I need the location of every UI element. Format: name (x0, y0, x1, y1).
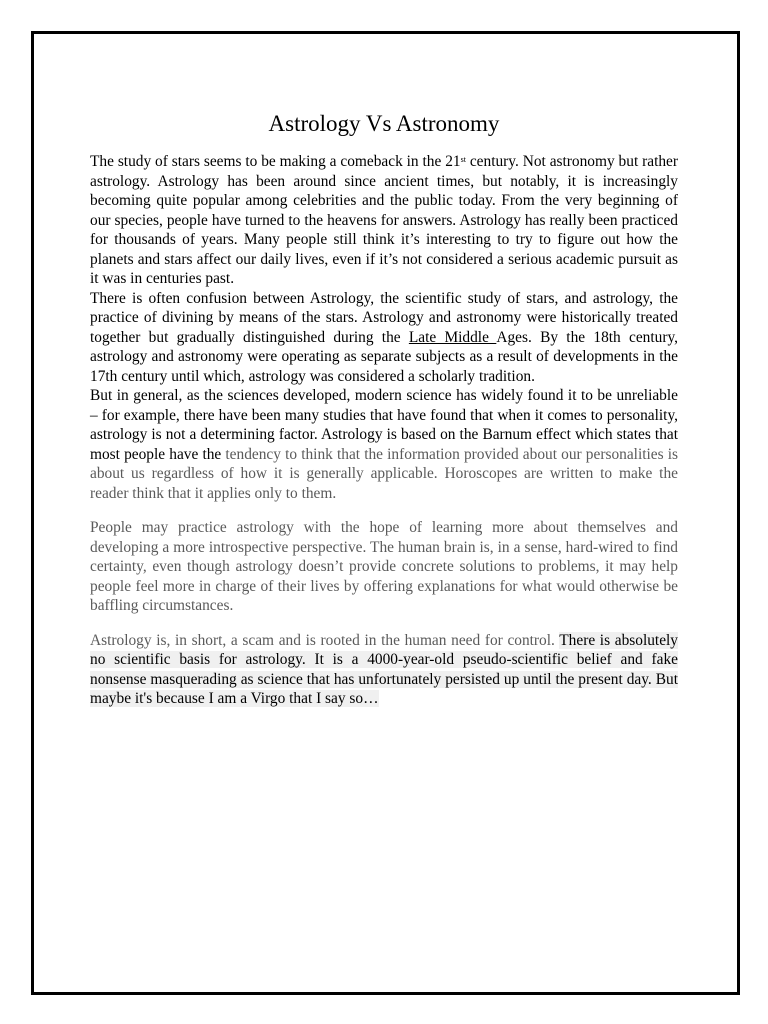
paragraph-1-text-b: century. Not astronomy but rather astrology. Astrology has been around since ancient times, but notably, it is increasingly becoming quite popular among celebrities and the public today. From the very beginning of our species, people have turned to the heavens for answers. Astrology has really been practiced for thousands of years. Many people still think it’s interesting to try to figure out how the planets and stars affect our daily lives, even if it’s not considered a serious academic pursuit as it was in centuries past. (90, 153, 678, 287)
superscript-st: st (460, 155, 466, 164)
paragraph-4: People may practice astrology with the hope of learning more about themselves and developing a more introspective perspective. The human brain is, in a sense, hard-wired to find certainty, even though astrology doesn’t provide concrete solutions to problems, it may help people feel more in charge of their lives by offering explanations for what would otherwise be baffling circumstances. (90, 519, 678, 614)
paragraph-1-text-a: The study of stars seems to be making a comeback in the 21 (90, 153, 461, 170)
late-middle-ages-link[interactable]: Late Middle (408, 328, 497, 346)
paragraph-3-text-grey: tendency to think that the information provided about our personalities is about us regardless of how it is generally applicable. Horoscopes are written to make the reader think that it applies only to them. (90, 445, 678, 502)
document-body (90, 108, 678, 709)
paragraph-5 (90, 631, 678, 709)
paragraph-1 (90, 152, 678, 289)
paragraph-5-text-a: Astrology is, in short, a scam and is rooted in the human need for control. (90, 631, 560, 649)
paragraph-2-text-a: There is often confusion between Astrology, the scientific study of stars, and astrology, the practice of divining by means of the stars. Astrology and astronomy were historically treated together but gradually distinguished during the (90, 289, 678, 346)
document-title: Astrology Vs Astronomy (268, 111, 500, 136)
paragraph-3 (90, 386, 678, 503)
paragraph-2 (90, 289, 678, 387)
paragraph-3-text-a: But in general, as the sciences developed, modern science has widely found it to be unreliable – for example, there have been many studies that have found that when it comes to personality, astrology is not a determining factor. Astrology is based on the Barnum effect which states that most people have the (90, 387, 678, 463)
paragraph-5-highlighted-text: There is absolutely no scientific basis for astrology. It is a 4000-year-old pseudo-scientific belief and fake nonsense masquerading as science that has unfortunately persisted up until the present day. But maybe it's because I am a Virgo that I say so… (90, 631, 678, 707)
paragraph-2-text-b: Ages. By the 18th century, astrology and astronomy were operating as separate subjects as a result of developments in the 17th century until which, astrology was considered a scholarly tradition. (90, 328, 678, 385)
